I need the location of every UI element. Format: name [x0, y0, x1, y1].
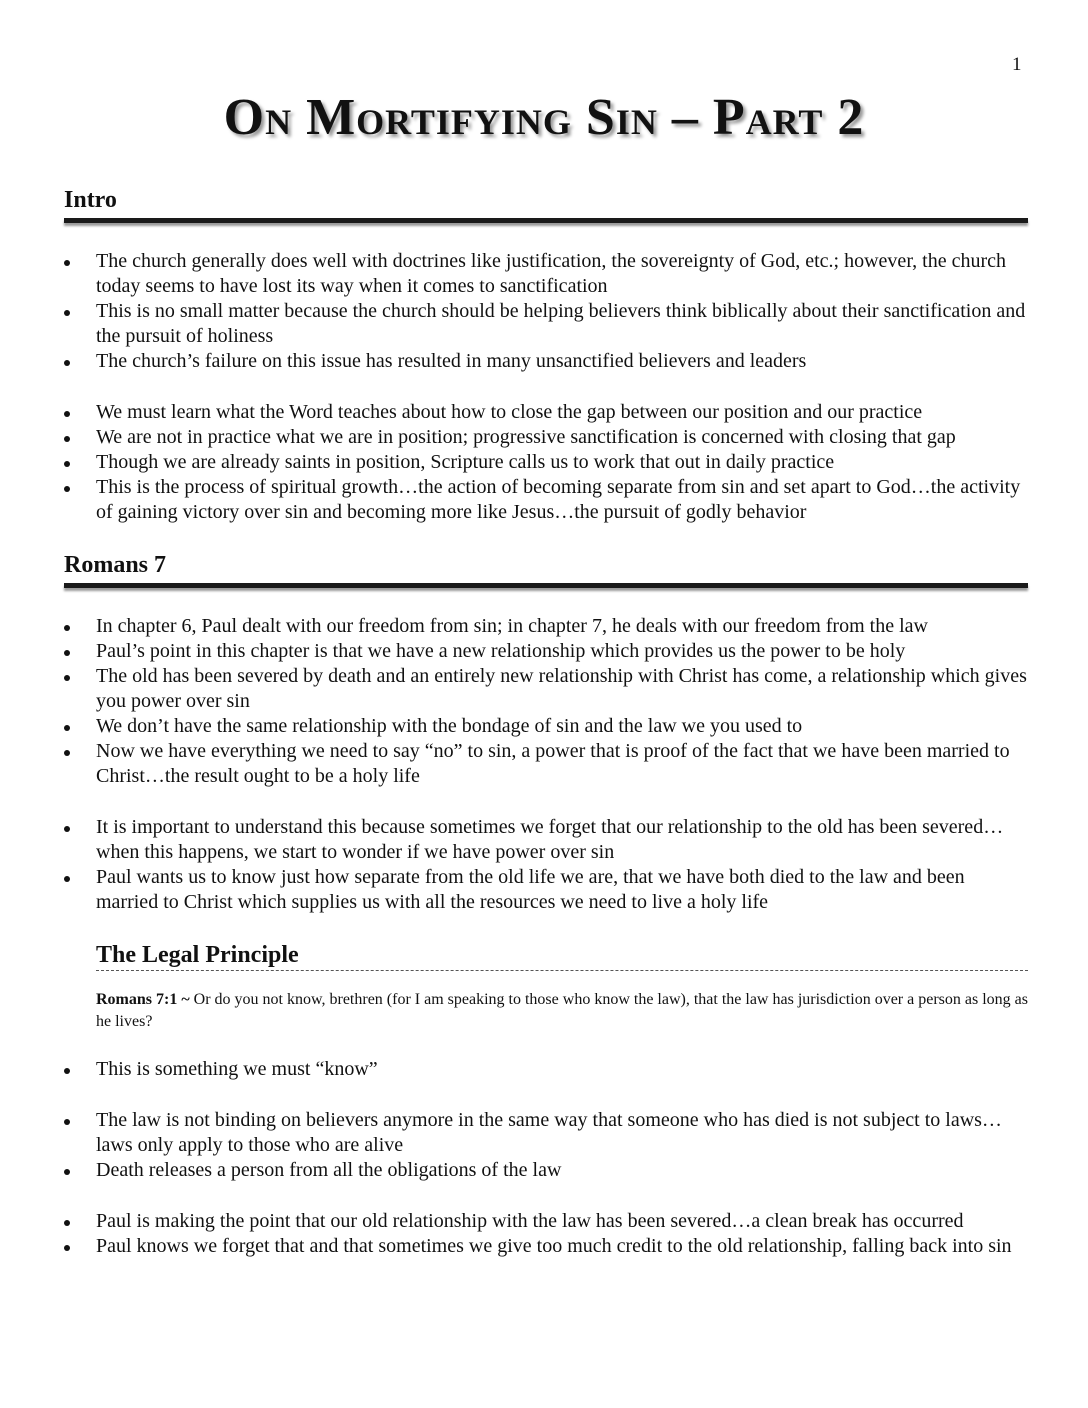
bullet-list — [64, 249, 1028, 374]
list-item: Paul is making the point that our old relationship with the law has been severed…a clean break has occurred — [64, 1209, 1028, 1234]
bullet-list — [64, 1057, 1028, 1082]
list-item: This is something we must “know” — [64, 1057, 1028, 1082]
document-body — [64, 186, 1028, 1259]
section-rule — [64, 583, 1028, 588]
scripture-text: Or do you not know, brethren (for I am speaking to those who know the law), that the law has jurisdiction over a person as long as he lives? — [96, 991, 1028, 1030]
bullet-icon — [64, 411, 70, 417]
list-item: Death releases a person from all the obligations of the law — [64, 1158, 1028, 1183]
bullet-icon — [64, 625, 70, 631]
bullet-icon — [64, 750, 70, 756]
bullet-list — [64, 815, 1028, 915]
list-item: Paul wants us to know just how separate from the old life we are, that we have both died to the law and been married to Christ which supplies us with all the resources we need to live a holy life — [64, 865, 1028, 915]
list-item: Paul knows we forget that and that sometimes we give too much credit to the old relationship, falling back into sin — [64, 1234, 1028, 1259]
list-item: We don’t have the same relationship with the bondage of sin and the law we you used to — [64, 714, 1028, 739]
bullet-icon — [64, 1220, 70, 1226]
section-heading-romans-7: Romans 7 — [64, 552, 167, 578]
list-item: It is important to understand this because sometimes we forget that our relationship to the old has been severed…when this happens, we start to wonder if we have power over sin — [64, 815, 1028, 865]
list-item: The church’s failure on this issue has resulted in many unsanctified believers and leaders — [64, 349, 1028, 374]
bullet-icon — [64, 826, 70, 832]
bullet-icon — [64, 876, 70, 882]
bullet-icon — [64, 360, 70, 366]
bullet-icon — [64, 310, 70, 316]
section-heading-intro: Intro — [64, 187, 117, 213]
bullet-icon — [64, 725, 70, 731]
list-item: Paul’s point in this chapter is that we have a new relationship which provides us the power to be holy — [64, 639, 1028, 664]
list-item: This is no small matter because the church should be helping believers think biblically about their sanctification and the pursuit of holiness — [64, 299, 1028, 349]
bullet-list — [64, 400, 1028, 525]
list-item: The law is not binding on believers anymore in the same way that someone who has died is not subject to laws…laws only apply to those who are alive — [64, 1108, 1028, 1158]
bullet-icon — [64, 461, 70, 467]
bullet-icon — [64, 675, 70, 681]
list-item: This is the process of spiritual growth…the action of becoming separate from sin and set apart to God…the activity of gaining victory over sin and becoming more like Jesus…the pursuit of godly behavior — [64, 475, 1028, 525]
bullet-icon — [64, 650, 70, 656]
bullet-list — [64, 1209, 1028, 1259]
page-number: 1 — [1012, 54, 1022, 75]
scripture-reference: Romans 7:1 ~ — [96, 991, 190, 1008]
subsection-rule — [96, 970, 1028, 971]
list-item: We must learn what the Word teaches about how to close the gap between our position and our practice — [64, 400, 1028, 425]
subsection-heading: The Legal Principle — [96, 942, 299, 968]
bullet-icon — [64, 260, 70, 266]
document-title: On Mortifying Sin – Part 2 — [223, 89, 865, 146]
bullet-icon — [64, 1068, 70, 1074]
subsection-legal-principle — [96, 941, 1028, 969]
bullet-icon — [64, 486, 70, 492]
section-rule — [64, 218, 1028, 223]
scripture-quote — [96, 989, 1028, 1033]
bullet-list — [64, 614, 1028, 789]
bullet-icon — [64, 1169, 70, 1175]
list-item: We are not in practice what we are in position; progressive sanctification is concerned with closing that gap — [64, 425, 1028, 450]
bullet-icon — [64, 1245, 70, 1251]
list-item: In chapter 6, Paul dealt with our freedom from sin; in chapter 7, he deals with our freedom from the law — [64, 614, 1028, 639]
bullet-icon — [64, 436, 70, 442]
bullet-list — [64, 1108, 1028, 1183]
list-item: Now we have everything we need to say “no” to sin, a power that is proof of the fact that we have been married to Christ…the result ought to be a holy life — [64, 739, 1028, 789]
list-item: Though we are already saints in position, Scripture calls us to work that out in daily practice — [64, 450, 1028, 475]
list-item: The old has been severed by death and an entirely new relationship with Christ has come, a relationship which gives you power over sin — [64, 664, 1028, 714]
list-item: The church generally does well with doctrines like justification, the sovereignty of God, etc.; however, the church today seems to have lost its way when it comes to sanctification — [64, 249, 1028, 299]
bullet-icon — [64, 1119, 70, 1125]
